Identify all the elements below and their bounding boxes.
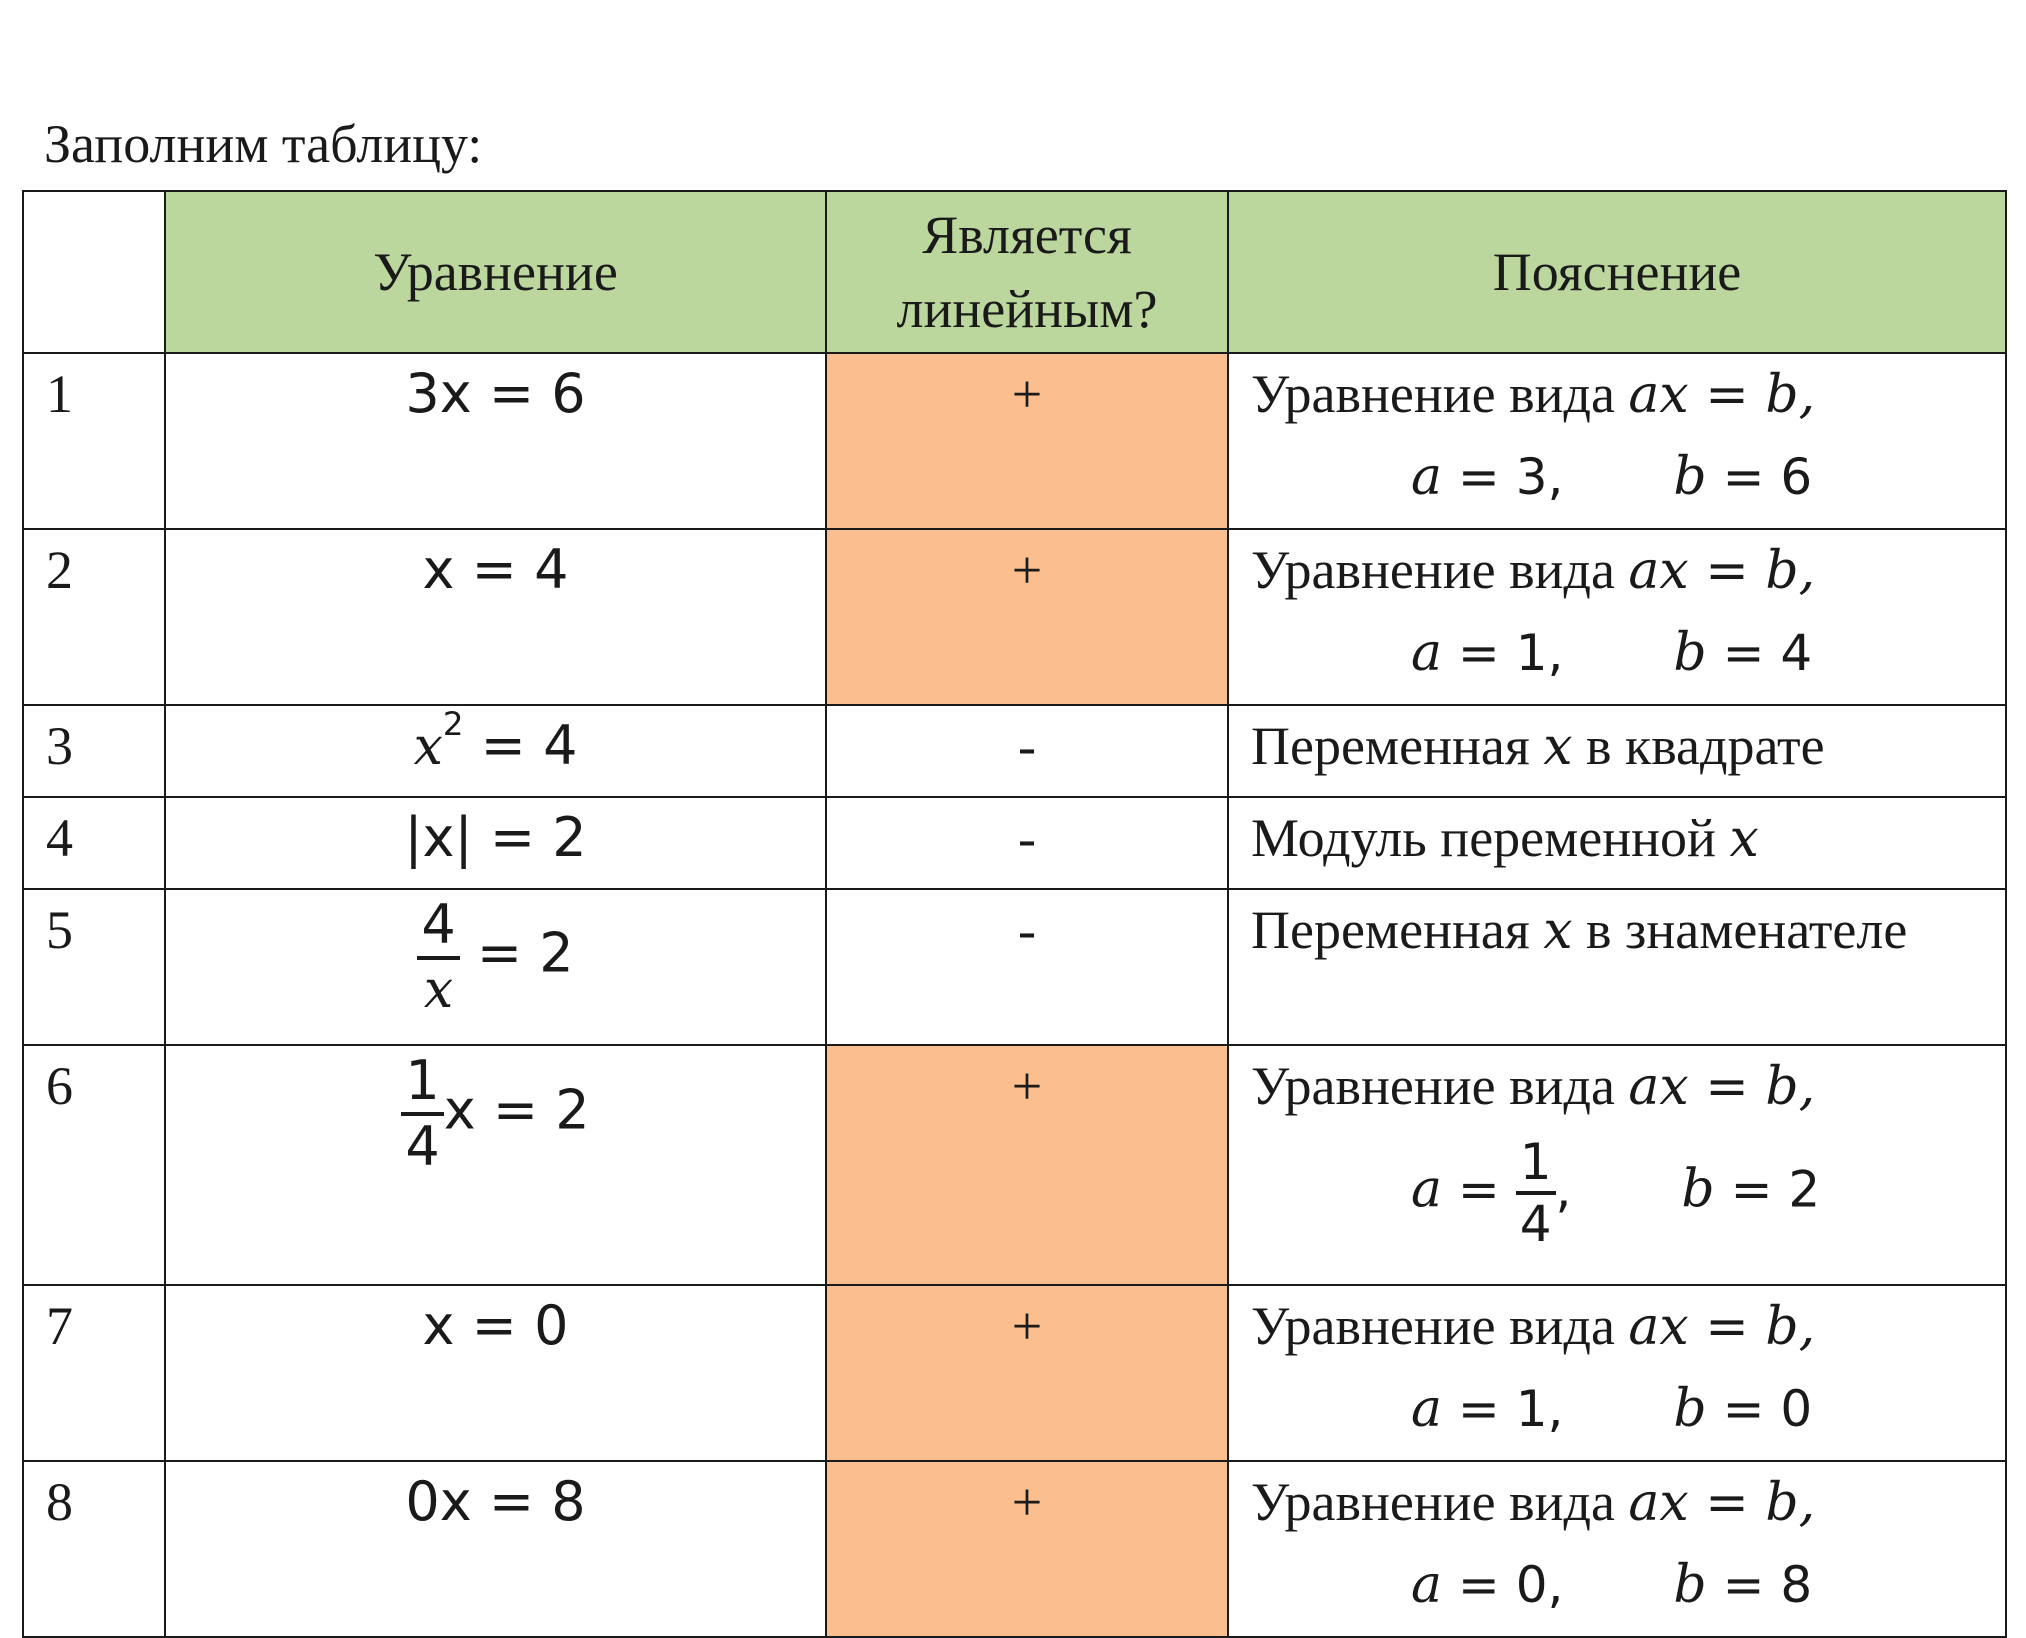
eq-rest: = 2: [459, 921, 574, 985]
coefficients: [1251, 1553, 2005, 1617]
table-row: [23, 889, 2006, 1045]
a-var: a: [1411, 1555, 1443, 1615]
expl-var: x: [1543, 901, 1573, 961]
form-text: Уравнение вида: [1251, 1056, 1615, 1116]
expl-post: в квадрате: [1572, 716, 1825, 776]
fraction: [401, 1049, 443, 1178]
row-number: 1: [23, 353, 165, 529]
header-is-linear-line2: линейным?: [896, 279, 1158, 339]
explanation-cell: [1228, 1045, 2006, 1285]
eq-rest: = 4: [463, 714, 578, 777]
linear-mark: -: [826, 797, 1228, 889]
linear-mark: +: [826, 1045, 1228, 1285]
eq-rest: x = 2: [443, 1078, 590, 1142]
page-title: Заполним таблицу:: [44, 114, 483, 174]
equation-cell: 0x = 8: [165, 1461, 826, 1637]
expl-var: x: [1729, 809, 1759, 869]
equation-cell: [165, 1045, 826, 1285]
b-value: 6: [1780, 448, 1813, 506]
table-row: [23, 797, 2006, 889]
table-row: [23, 1045, 2006, 1285]
a-numerator: 1: [1516, 1137, 1556, 1195]
linear-mark: +: [826, 1285, 1228, 1461]
a-value: 0: [1515, 1556, 1548, 1614]
equals: =: [1706, 1380, 1781, 1438]
expl-post: в знаменателе: [1572, 900, 1908, 960]
a-value: 1: [1515, 1380, 1548, 1438]
expl-pre: Переменная: [1251, 900, 1544, 960]
table-row: [23, 1461, 2006, 1637]
table-row: [23, 705, 2006, 797]
form-expr: ax = b,: [1628, 1057, 1816, 1117]
fraction-denominator: 4: [405, 1115, 440, 1178]
row-number: 3: [23, 705, 165, 797]
b-var: b: [1681, 1159, 1715, 1220]
fraction-numerator: 4: [417, 898, 459, 960]
form-expr: ax = b,: [1628, 541, 1816, 601]
comma: ,: [1547, 1556, 1564, 1614]
equals: =: [1442, 624, 1516, 682]
equation-cell: [165, 889, 826, 1045]
equals: =: [1706, 1556, 1781, 1614]
linear-mark: +: [826, 1461, 1228, 1637]
comma: ,: [1547, 624, 1564, 682]
row-number: 6: [23, 1045, 165, 1285]
linear-mark: -: [826, 889, 1228, 1045]
a-value: 1: [1515, 624, 1548, 682]
b-value: 0: [1780, 1380, 1813, 1438]
equals: =: [1714, 1160, 1789, 1219]
explanation-cell: [1228, 889, 2006, 1045]
a-fraction: [1516, 1133, 1556, 1253]
a-var: a: [1411, 447, 1443, 507]
header-is-linear: [826, 191, 1228, 353]
form-expr: ax = b,: [1628, 1473, 1816, 1533]
equals: =: [1442, 448, 1516, 506]
table-row: [23, 1285, 2006, 1461]
equals: =: [1442, 1556, 1516, 1614]
equation-cell: 3x = 6: [165, 353, 826, 529]
fraction-denominator: x: [423, 960, 454, 1020]
a-denominator: 4: [1519, 1195, 1552, 1253]
coefficients: [1251, 445, 2005, 509]
b-var: b: [1673, 623, 1707, 683]
header-is-linear-line1: Является: [922, 205, 1132, 265]
row-number: 4: [23, 797, 165, 889]
equals: =: [1442, 1380, 1516, 1438]
explanation-cell: [1228, 797, 2006, 889]
explanation-cell: [1228, 1285, 2006, 1461]
expl-pre: Модуль переменной: [1251, 808, 1730, 868]
comma: ,: [1547, 1380, 1564, 1438]
a-var: a: [1411, 1379, 1443, 1439]
explanation-cell: [1228, 1461, 2006, 1637]
eq-exponent: 2: [442, 704, 464, 743]
coefficients: [1251, 1377, 2005, 1441]
fraction: [417, 893, 459, 1020]
b-var: b: [1673, 1379, 1707, 1439]
linear-mark: +: [826, 529, 1228, 705]
row-number: 7: [23, 1285, 165, 1461]
eq-base: x: [413, 717, 443, 777]
a-var: a: [1411, 1159, 1443, 1220]
linear-mark: +: [826, 353, 1228, 529]
equation-cell: x = 0: [165, 1285, 826, 1461]
equation-cell: |x| = 2: [165, 797, 826, 889]
equation-cell: x = 4: [165, 529, 826, 705]
header-row: [23, 191, 2006, 353]
equals: =: [1706, 624, 1781, 682]
b-value: 8: [1780, 1556, 1813, 1614]
expl-pre: Переменная: [1251, 716, 1544, 776]
b-value: 4: [1780, 624, 1813, 682]
b-var: b: [1673, 447, 1707, 507]
a-value: 3: [1515, 448, 1548, 506]
corner-cell: [23, 191, 165, 353]
table-row: [23, 353, 2006, 529]
form-expr: ax = b,: [1628, 365, 1816, 425]
a-var: a: [1411, 623, 1443, 683]
form-text: Уравнение вида: [1251, 364, 1615, 424]
linear-equations-table: [22, 190, 2007, 1638]
row-number: 5: [23, 889, 165, 1045]
row-number: 8: [23, 1461, 165, 1637]
explanation-cell: [1228, 353, 2006, 529]
coefficients: [1251, 1133, 2005, 1253]
fraction-numerator: 1: [401, 1054, 443, 1116]
form-expr: ax = b,: [1628, 1297, 1816, 1357]
b-value: 2: [1788, 1160, 1821, 1219]
form-text: Уравнение вида: [1251, 540, 1615, 600]
comma: ,: [1555, 1160, 1572, 1219]
table-row: [23, 529, 2006, 705]
equals: =: [1442, 1160, 1516, 1219]
header-equation: Уравнение: [165, 191, 826, 353]
explanation-cell: [1228, 705, 2006, 797]
header-explanation: Пояснение: [1228, 191, 2006, 353]
comma: ,: [1547, 448, 1564, 506]
equation-cell: [165, 705, 826, 797]
b-var: b: [1673, 1555, 1707, 1615]
row-number: 2: [23, 529, 165, 705]
equals: =: [1706, 448, 1781, 506]
explanation-cell: [1228, 529, 2006, 705]
form-text: Уравнение вида: [1251, 1296, 1615, 1356]
expl-var: x: [1543, 717, 1573, 777]
linear-mark: -: [826, 705, 1228, 797]
coefficients: [1251, 621, 2005, 685]
form-text: Уравнение вида: [1251, 1472, 1615, 1532]
